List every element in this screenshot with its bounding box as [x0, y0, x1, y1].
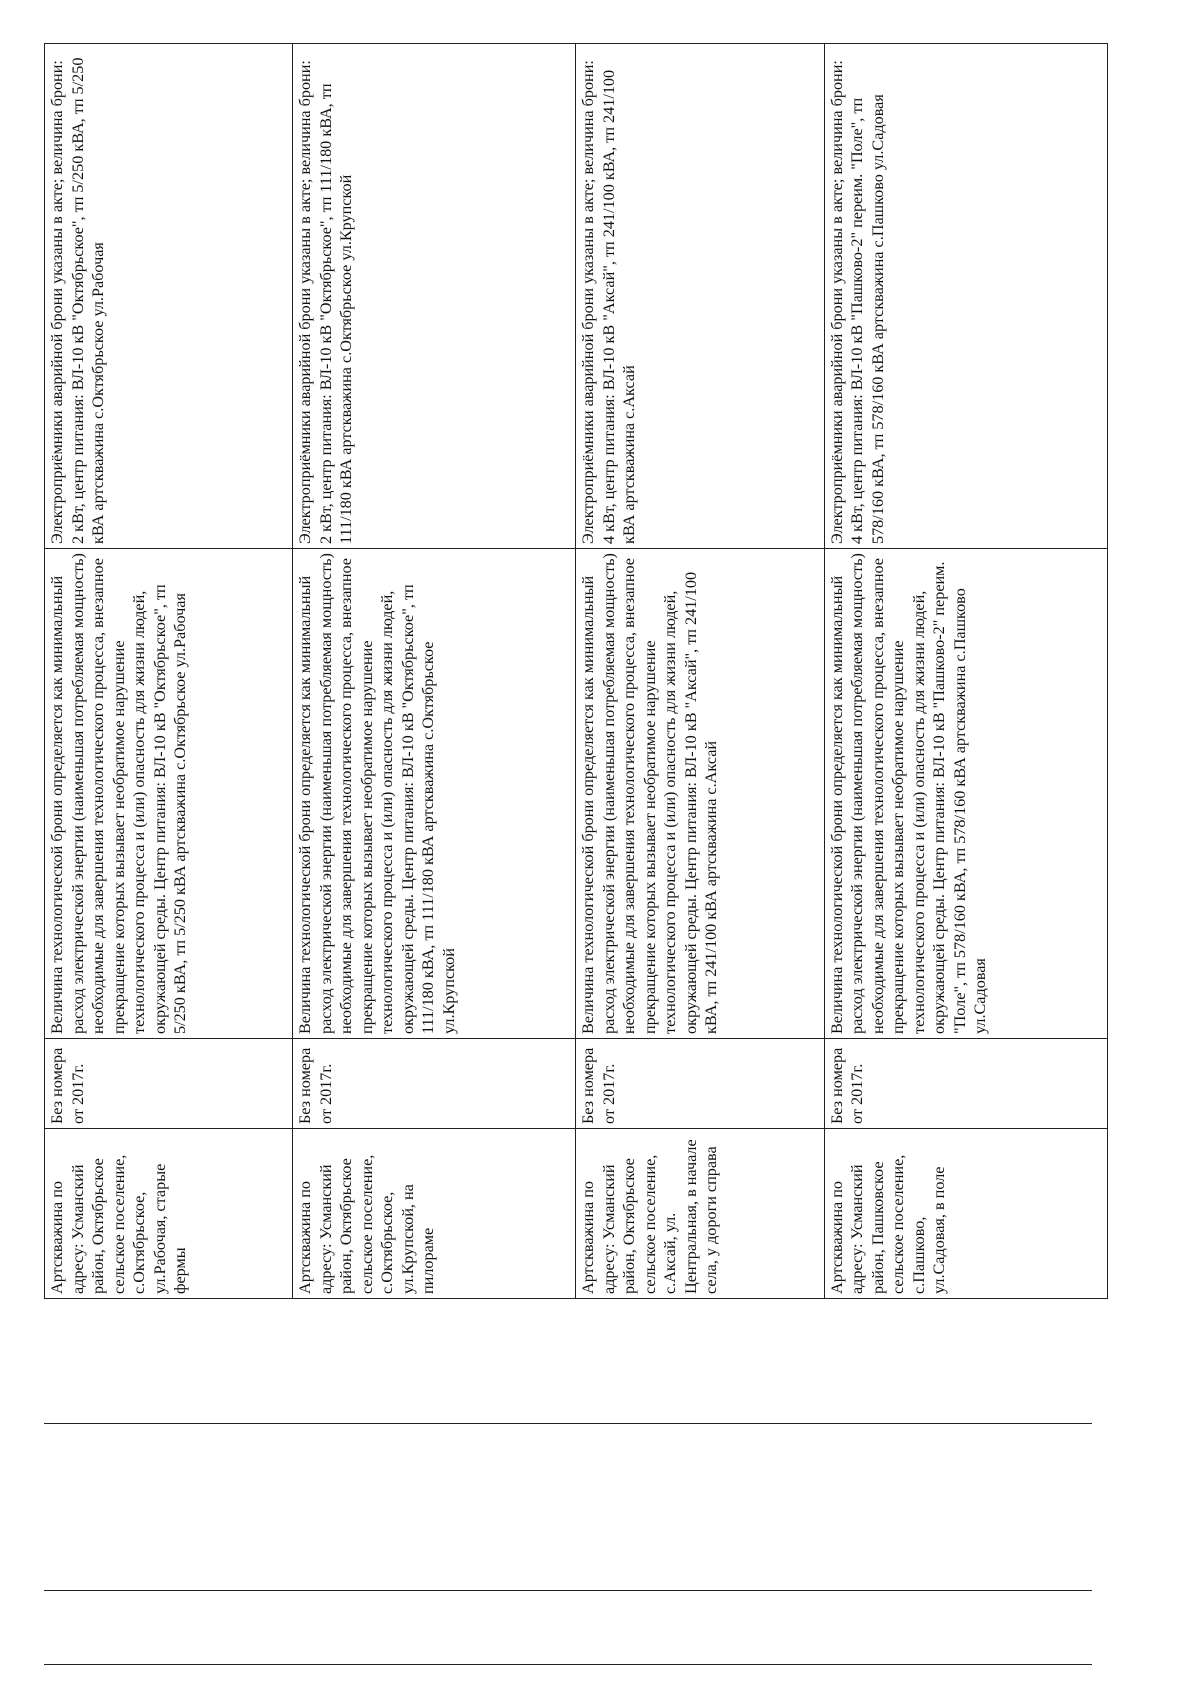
address-cell: Артскважина по адресу: Усманский район, Октябрьское сельское поселение, с.Октябрьское, ул.Крупской, на пилораме — [293, 1129, 576, 1299]
table-row — [293, 44, 576, 1299]
emergency-reserve-cell: Электроприёмники аварийной брони указаны в акте; величина брони: 2 кВт, центр питания: ВЛ-10 кВ "Октябрьское", тп 5/250 кВА, тп 5/250 кВА артскважина с.Октябрьское ул.Рабочая — [45, 44, 293, 549]
table-row — [576, 44, 824, 1299]
emergency-reserve-cell: Электроприёмники аварийной брони указаны в акте; величина брони: 2 кВт, центр питания: ВЛ-10 кВ "Октябрьское", тп 111/180 кВА, тп 111/180 кВА артскважина с.Октябрьское ул.Крупской — [293, 44, 576, 549]
tech-reserve-cell: Величина технологической брони определяется как минимальный расход электрической энергии (наименьшая потребляемая мощность) необходимые для завершения технологического процесса, внезапное прекращение которых вызывает необратимое нарушение технологического процесса и (или) опасность для жизни людей, окружающей среды. Центр питания: ВЛ-10 кВ "Октябрьское", тп 5/250 кВА, тп 5/250 кВА артскважина с.Октябрьское ул.Рабочая — [45, 549, 293, 1039]
emergency-reserve-table — [44, 43, 1108, 1299]
act-number-cell: Без номера от 2017г. — [293, 1039, 576, 1129]
address-cell: Артскважина по адресу: Усманский район, Октябрьское сельское поселение, с.Октябрьское, ул.Рабочая, старые фермы — [45, 1129, 293, 1299]
rotated-table-area — [44, 44, 1108, 1299]
divider-line — [44, 1664, 1092, 1665]
divider-line — [44, 1423, 1092, 1424]
divider-line — [44, 1590, 1092, 1591]
tech-reserve-cell: Величина технологической брони определяется как минимальный расход электрической энергии (наименьшая потребляемая мощность) необходимые для завершения технологического процесса, внезапное прекращение которых вызывает необратимое нарушение технологического процесса и (или) опасность для жизни людей, окружающей среды. Центр питания: ВЛ-10 кВ "Октябрьское", тп 111/180 кВА, тп 111/180 кВА артскважина с.Октябрьское ул.Крупской — [293, 549, 576, 1039]
emergency-reserve-cell: Электроприёмники аварийной брони указаны в акте; величина брони: 4 кВт, центр питания: ВЛ-10 кВ "Аксай", тп 241/100 кВА, тп 241/100 кВА артскважина с.Аксай — [576, 44, 824, 549]
address-cell: Артскважина по адресу: Усманский район, Пашковское сельское поселение, с.Пашково, ул.Садовая, в поле — [824, 1129, 1107, 1299]
tech-reserve-cell: Величина технологической брони определяется как минимальный расход электрической энергии (наименьшая потребляемая мощность) необходимые для завершения технологического процесса, внезапное прекращение которых вызывает необратимое нарушение технологического процесса и (или) опасность для жизни людей, окружающей среды. Центр питания: ВЛ-10 кВ "Аксай", тп 241/100 кВА, тп 241/100 кВА артскважина с.Аксай — [576, 549, 824, 1039]
tech-reserve-cell: Величина технологической брони определяется как минимальный расход электрической энергии (наименьшая потребляемая мощность) необходимые для завершения технологического процесса, внезапное прекращение которых вызывает необратимое нарушение технологического процесса и (или) опасность для жизни людей, окружающей среды. Центр питания: ВЛ-10 кВ "Пашково-2" переим. "Поле", тп 578/160 кВА, тп 578/160 кВА артскважина с.Пашково ул.Садовая — [824, 549, 1107, 1039]
act-number-cell: Без номера от 2017г. — [45, 1039, 293, 1129]
act-number-cell: Без номера от 2017г. — [824, 1039, 1107, 1129]
table-container — [44, 44, 1108, 1299]
emergency-reserve-cell: Электроприёмники аварийной брони указаны в акте; величина брони: 4 кВт, центр питания: ВЛ-10 кВ "Пашково-2" переим. "Поле", тп 578/160 кВА, тп 578/160 кВА артскважина с.Пашково ул.Садовая — [824, 44, 1107, 549]
address-cell: Артскважина по адресу: Усманский район, Октябрьское сельское поселение, с.Аксай, ул. Центральная, в начале села, у дороги справа — [576, 1129, 824, 1299]
act-number-cell: Без номера от 2017г. — [576, 1039, 824, 1129]
table-row — [45, 44, 293, 1299]
table-row — [824, 44, 1107, 1299]
